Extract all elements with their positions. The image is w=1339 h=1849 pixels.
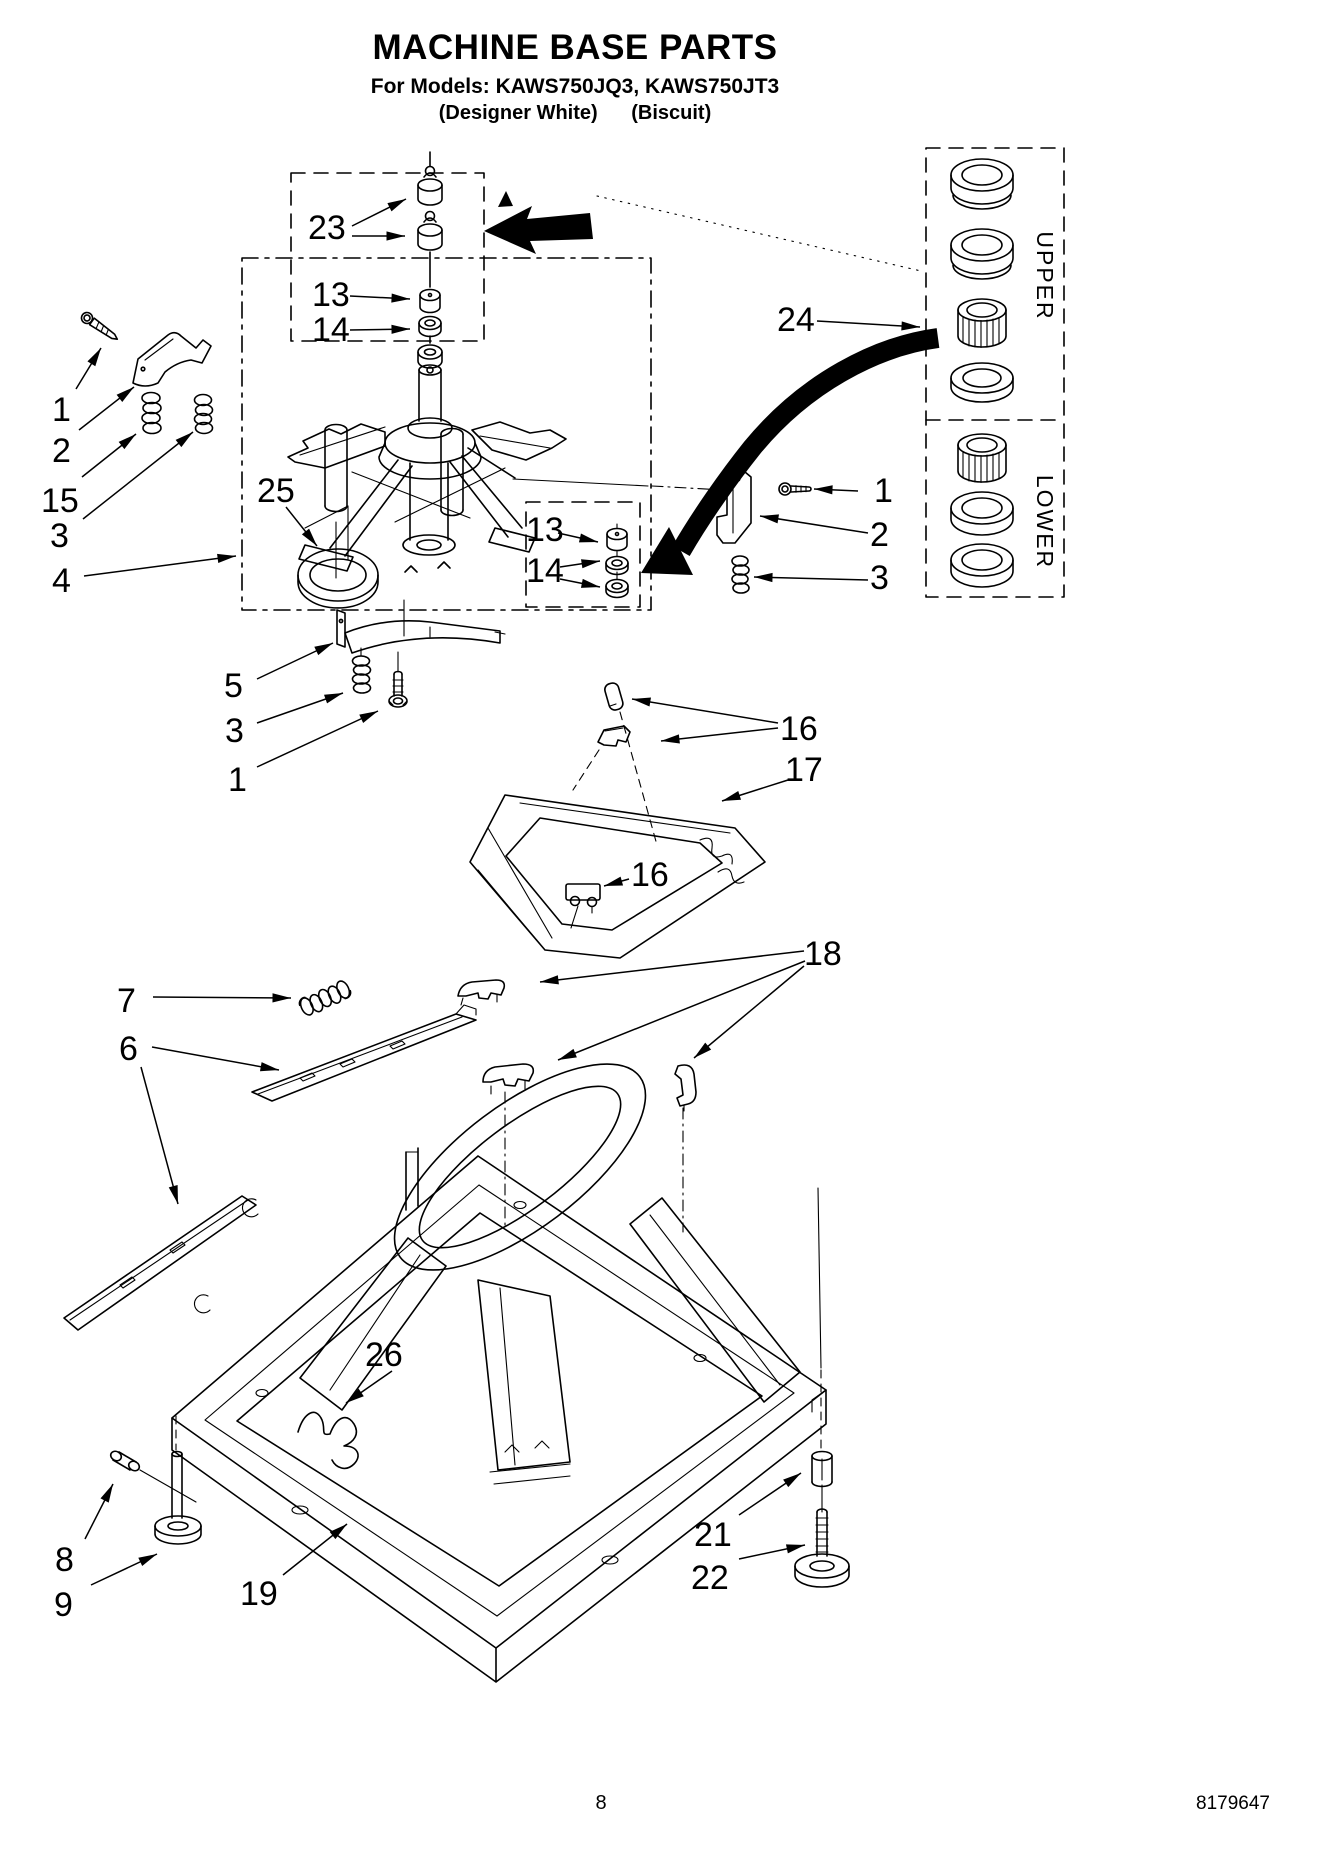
- callout-3-label-6: 3: [50, 517, 69, 555]
- spacer-13: [420, 290, 440, 313]
- callout-4-label-7: 4: [52, 562, 71, 600]
- callout-3-label-16: 3: [225, 712, 244, 750]
- gearcase-to-bracket-line: [513, 479, 724, 490]
- spacer-kit-parts: [606, 524, 628, 598]
- hex-screw-left: [79, 310, 120, 343]
- callout-2-label-4: 2: [52, 432, 71, 470]
- clip-b-alignment-line: [573, 750, 599, 790]
- callout-1-label-17: 1: [228, 761, 247, 799]
- pad-18-a: [458, 980, 504, 1005]
- leveling-foot-9: [155, 1416, 201, 1544]
- finish-biscuit: (Biscuit): [631, 102, 712, 124]
- gearcase-mounting-tower: [300, 1027, 800, 1484]
- callout-21-label-28: 21: [694, 1516, 732, 1554]
- slide-rail-upper: [252, 1005, 476, 1101]
- seal-ring-25: [298, 506, 378, 608]
- callout-6-label-23: 6: [119, 1030, 138, 1068]
- callout-14-label-2: 14: [312, 311, 350, 349]
- callout-15-label-5: 15: [41, 482, 79, 520]
- callout-23-label-0: 23: [308, 209, 346, 247]
- callout-13-label-13: 13: [526, 511, 564, 549]
- hex-screw-right: [779, 483, 811, 495]
- swoosh-arrow-icon: [641, 338, 938, 575]
- callout-8-label-25: 8: [55, 1541, 74, 1579]
- reference-dotted-line: [597, 196, 921, 271]
- pad-18-c: [675, 1065, 696, 1111]
- lower-bearing-ring-1: [951, 492, 1013, 535]
- section-label-upper: UPPER: [1032, 231, 1058, 321]
- callout-25-label-8: 25: [257, 472, 295, 510]
- spacer-sleeve-21: [812, 1452, 832, 1513]
- callout-1-label-3: 1: [52, 391, 71, 429]
- page-title: MACHINE BASE PARTS: [372, 28, 778, 67]
- callout-7-label-22: 7: [117, 982, 136, 1020]
- document-number: 8179647: [1196, 1793, 1270, 1814]
- spring-3-left: [195, 395, 213, 434]
- lower-bearing-ring-2: [951, 544, 1013, 587]
- hex-screw-bottom: [389, 672, 407, 708]
- page-number: 8: [595, 1792, 607, 1814]
- callout-26-label-24: 26: [365, 1336, 403, 1374]
- callout-19-label-27: 19: [240, 1575, 278, 1613]
- spring-15: [142, 393, 161, 434]
- corner-alignment-line: [818, 1188, 821, 1450]
- upper-spline-coupling: [958, 299, 1006, 348]
- callout-16-label-18: 16: [780, 710, 818, 748]
- models-subtitle: For Models: KAWS750JQ3, KAWS750JT3: [370, 75, 780, 98]
- upper-bearing-ring-2: [951, 229, 1013, 279]
- callout-22-label-29: 22: [691, 1559, 729, 1597]
- lower-spline-coupling: [958, 434, 1006, 483]
- mounting-bracket-left: [133, 333, 211, 386]
- callout-3-label-12: 3: [870, 559, 889, 597]
- spring-7: [297, 979, 352, 1019]
- callout-14-label-14: 14: [526, 552, 564, 590]
- callout-2-label-11: 2: [870, 516, 889, 554]
- slide-rail-lower: [64, 1196, 256, 1330]
- motor-platform-17: [470, 795, 765, 958]
- clip-16-a: [603, 682, 624, 712]
- callout-1-label-10: 1: [874, 472, 893, 510]
- leveling-foot-22: [795, 1509, 849, 1587]
- callout-5-label-15: 5: [224, 667, 243, 705]
- spring-3-bottom: [353, 656, 371, 693]
- section-label-lower: LOWER: [1032, 474, 1058, 570]
- callout-24-label-9: 24: [777, 301, 815, 339]
- callout-9-label-26: 9: [54, 1586, 73, 1624]
- gearcase-assembly: [288, 345, 566, 572]
- pointer-triangle-icon: [498, 191, 513, 207]
- isolator-mount-lower: [418, 212, 442, 251]
- washer-14: [419, 317, 441, 337]
- spring-3-right: [732, 556, 749, 593]
- finish-designer-white: (Designer White): [438, 102, 598, 124]
- clip-a-alignment-line: [620, 712, 657, 845]
- callout-16-label-20: 16: [631, 856, 669, 894]
- callout-13-label-1: 13: [312, 276, 350, 314]
- upper-thrust-washer: [951, 363, 1013, 402]
- hold-down-clip-26: [298, 1412, 358, 1468]
- callout-18-label-21: 18: [804, 935, 842, 973]
- callout-17-label-19: 17: [785, 751, 823, 789]
- upper-bearing-ring-1: [951, 159, 1013, 209]
- pointer-arrow-left-icon: [484, 206, 593, 254]
